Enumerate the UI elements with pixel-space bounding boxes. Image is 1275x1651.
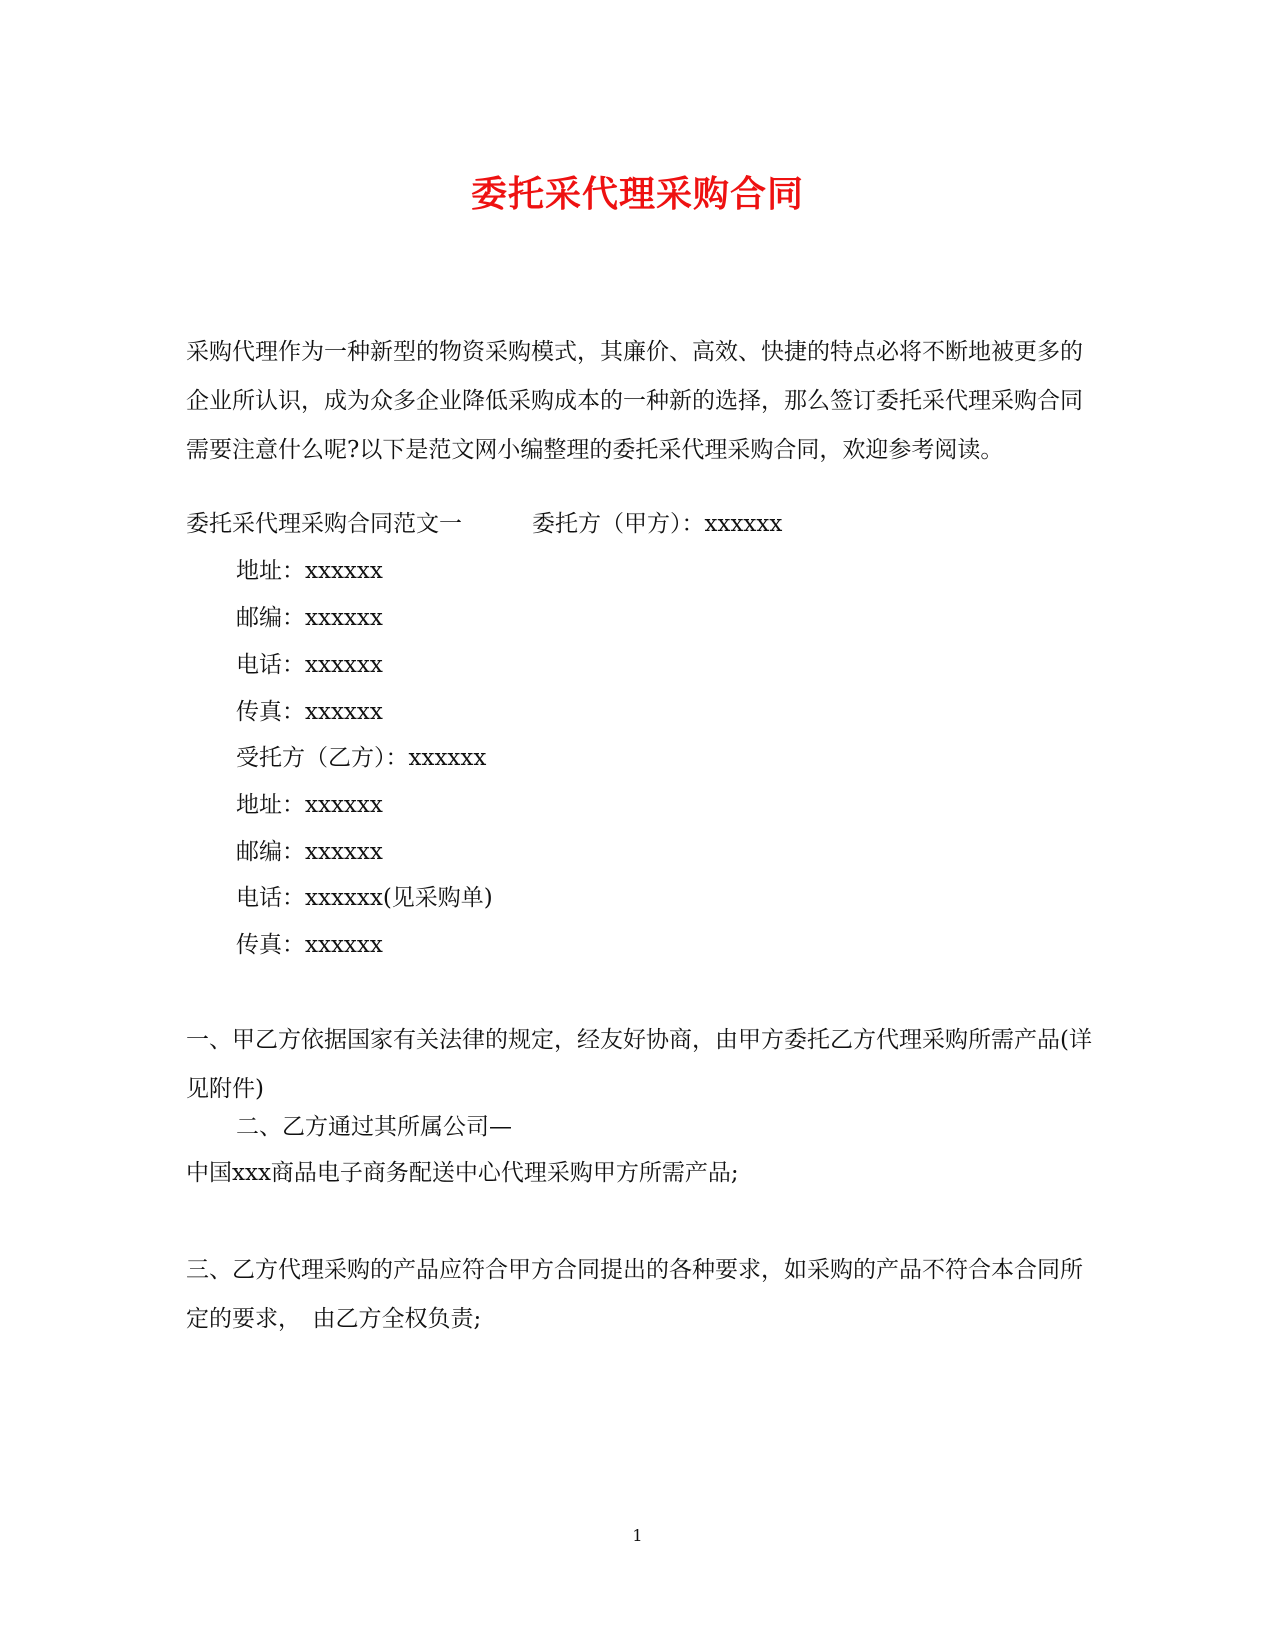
intro-paragraph: 采购代理作为一种新型的物资采购模式，其廉价、高效、快捷的特点必将不断地被更多的企业所认识，成为众多企业降低采购成本的一种新的选择，那么签订委托采代理采购合同需要注意什么呢?以下是范文网小编整理的委托采代理采购合同，欢迎参考阅读。: [186, 339, 1083, 463]
clause-3: 三、乙方代理采购的产品应符合甲方合同提出的各种要求，如采购的产品不符合本合同所定的要求， 由乙方全权负责;: [186, 1257, 1083, 1332]
clause-2-line-2: 中国xxx商品电子商务配送中心代理采购甲方所需产品;: [186, 1160, 739, 1186]
party-a-phone: 电话：xxxxxx: [236, 652, 383, 678]
clause-1: 一、甲乙方依据国家有关法律的规定，经友好协商，由甲方委托乙方代理采购所需产品(详见附件): [186, 1027, 1092, 1102]
party-a-postcode: 邮编：xxxxxx: [236, 605, 383, 631]
party-b-phone: 电话：xxxxxx(见采购单): [236, 885, 493, 911]
page-number: 1: [632, 1526, 643, 1545]
sample-heading: 委托采代理采购合同范文一: [186, 511, 462, 537]
party-a-label: 委托方（甲方）：xxxxxx: [532, 511, 783, 537]
clause-2-line-1: 二、乙方通过其所属公司—: [236, 1114, 512, 1140]
document-title: 委托采代理采购合同: [470, 173, 804, 215]
party-b-postcode: 邮编：xxxxxx: [236, 839, 383, 865]
party-a-address: 地址：xxxxxx: [236, 558, 383, 584]
party-b-label: 受托方（乙方）：xxxxxx: [236, 745, 487, 771]
party-b-fax: 传真：xxxxxx: [236, 932, 383, 958]
party-a-fax: 传真：xxxxxx: [236, 699, 383, 725]
party-b-address: 地址：xxxxxx: [236, 792, 383, 818]
